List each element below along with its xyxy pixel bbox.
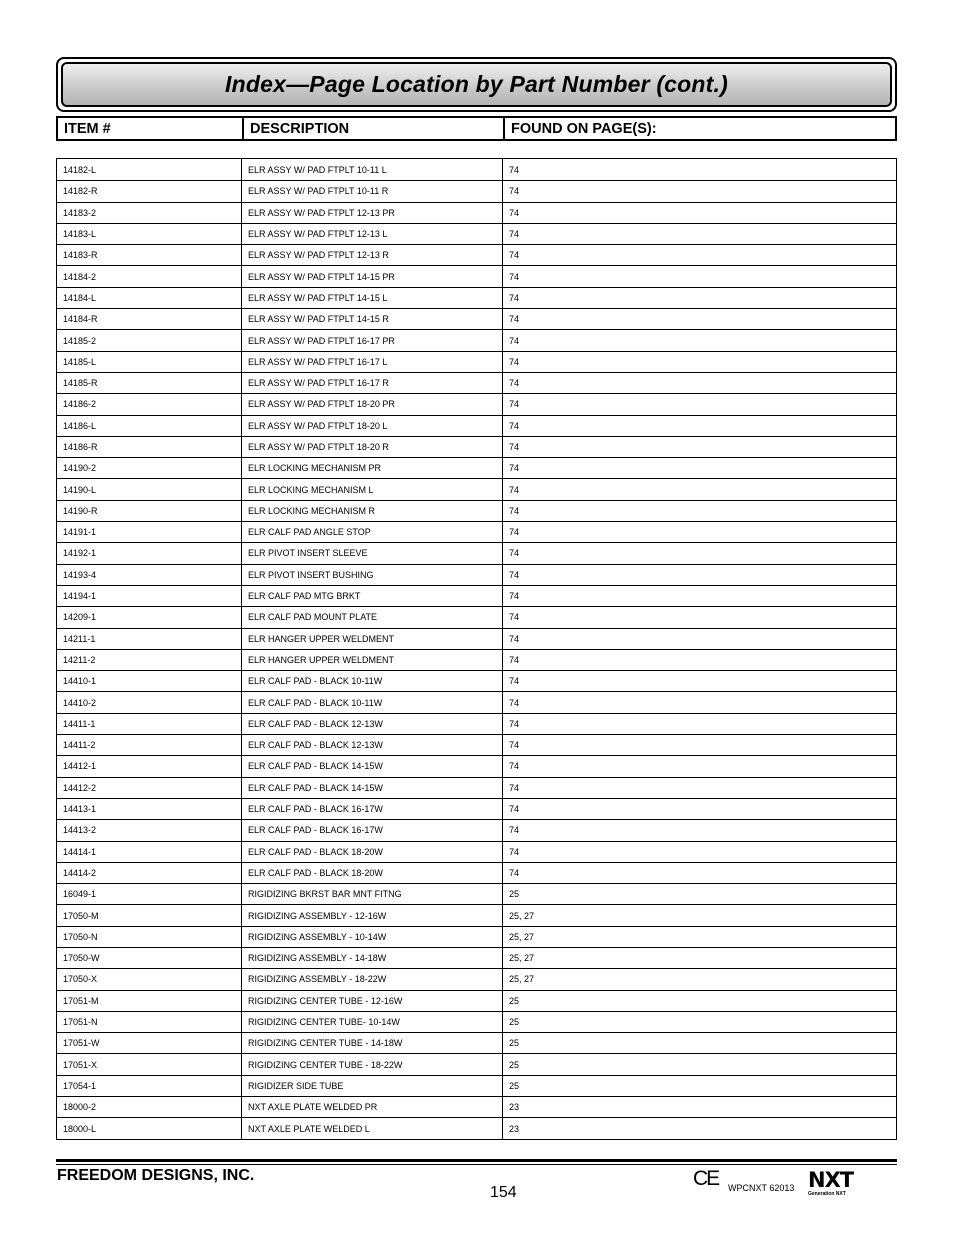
table-row [57,393,896,414]
row-description: ELR CALF PAD - BLACK 18-20W [241,863,502,883]
row-description: ELR CALF PAD - BLACK 12-13W [241,714,502,734]
row-found-on-pages: 74 [502,586,896,606]
table-row [57,500,896,521]
row-found-on-pages: 74 [502,543,896,563]
row-found-on-pages: 74 [502,309,896,329]
row-item-number: 17050-X [63,974,98,985]
row-description: ELR ASSY W/ PAD FTPLT 14-15 R [241,309,502,329]
row-found-on-pages: 74 [502,181,896,201]
row-found-on-pages: 74 [502,820,896,840]
row-found-on-pages: 74 [502,288,896,308]
row-found-on-pages: 74 [502,224,896,244]
row-item-number: 14211-2 [63,654,96,665]
row-item-number: 17050-N [63,931,98,942]
row-item-number: 18000-2 [63,1102,97,1113]
row-found-on-pages: 74 [502,671,896,691]
row-item-number: 14413-2 [63,825,97,836]
row-description: NXT AXLE PLATE WELDED L [241,1118,502,1138]
row-description: ELR CALF PAD - BLACK 10-11W [241,692,502,712]
row-found-on-pages: 25, 27 [502,969,896,989]
row-item-number: 14185-L [63,356,97,367]
table-row [57,841,896,862]
row-description: ELR ASSY W/ PAD FTPLT 18-20 L [241,416,502,436]
row-found-on-pages: 74 [502,842,896,862]
row-description: ELR CALF PAD MOUNT PLATE [241,607,502,627]
table-row [57,606,896,627]
table-row [57,265,896,286]
row-found-on-pages: 25 [502,884,896,904]
row-item-number: 14194-1 [63,591,97,602]
row-found-on-pages: 74 [502,245,896,265]
row-item-number: 14183-R [63,250,98,261]
row-description: RIGIDIZER SIDE TUBE [241,1076,502,1096]
row-item-number: 14411-2 [63,740,96,751]
table-row [57,777,896,798]
row-found-on-pages: 23 [502,1118,896,1138]
row-item-number: 14190-R [63,505,98,516]
row-description: ELR ASSY W/ PAD FTPLT 18-20 PR [241,394,502,414]
page-number: 154 [490,1184,517,1201]
row-description: ELR HANGER UPPER WELDMENT [241,629,502,649]
table-row [57,947,896,968]
row-found-on-pages: 74 [502,522,896,542]
row-item-number: 14190-L [63,484,97,495]
row-description: ELR CALF PAD - BLACK 12-13W [241,735,502,755]
row-item-number: 14186-L [63,420,97,431]
row-found-on-pages: 74 [502,394,896,414]
table-row [57,713,896,734]
header-description: DESCRIPTION [242,118,503,139]
table-row [57,244,896,265]
row-item-number: 17051-M [63,995,99,1006]
header-item-number: ITEM # [64,120,111,137]
ce-mark-icon: CE [693,1167,719,1190]
row-found-on-pages: 74 [502,735,896,755]
table-row [57,670,896,691]
row-description: RIGIDIZING ASSEMBLY - 10-14W [241,927,502,947]
row-description: ELR ASSY W/ PAD FTPLT 12-13 R [241,245,502,265]
row-found-on-pages: 74 [502,266,896,286]
row-item-number: 14185-R [63,378,98,389]
row-description: ELR PIVOT INSERT BUSHING [241,565,502,585]
row-description: ELR HANGER UPPER WELDMENT [241,650,502,670]
row-item-number: 17054-1 [63,1080,97,1091]
row-found-on-pages: 74 [502,437,896,457]
row-found-on-pages: 74 [502,629,896,649]
row-found-on-pages: 25 [502,1054,896,1074]
table-row [57,691,896,712]
table-row [57,287,896,308]
row-description: ELR PIVOT INSERT SLEEVE [241,543,502,563]
row-description: RIGIDIZING ASSEMBLY - 12-16W [241,905,502,925]
table-row [57,1075,896,1096]
row-item-number: 14182-L [63,164,97,175]
table-row [57,1117,896,1138]
row-found-on-pages: 74 [502,352,896,372]
row-description: ELR CALF PAD - BLACK 16-17W [241,799,502,819]
row-description: ELR CALF PAD ANGLE STOP [241,522,502,542]
row-item-number: 16049-1 [63,889,97,900]
table-row [57,883,896,904]
table-row [57,521,896,542]
table-row [57,819,896,840]
row-found-on-pages: 74 [502,159,896,180]
table-row [57,926,896,947]
row-item-number: 14209-1 [63,612,97,623]
row-found-on-pages: 74 [502,203,896,223]
row-description: NXT AXLE PLATE WELDED PR [241,1097,502,1117]
table-row [57,436,896,457]
header-found-on-pages: FOUND ON PAGE(S): [503,118,895,139]
row-found-on-pages: 74 [502,863,896,883]
row-found-on-pages: 74 [502,799,896,819]
row-found-on-pages: 74 [502,692,896,712]
row-found-on-pages: 74 [502,714,896,734]
row-found-on-pages: 25 [502,1033,896,1053]
table-row [57,1096,896,1117]
row-description: RIGIDIZING CENTER TUBE- 10-14W [241,1012,502,1032]
row-description: ELR CALF PAD MTG BRKT [241,586,502,606]
row-item-number: 14184-R [63,314,98,325]
row-found-on-pages: 74 [502,373,896,393]
row-description: RIGIDIZING CENTER TUBE - 14-18W [241,1033,502,1053]
parts-table [56,158,897,1140]
row-description: ELR ASSY W/ PAD FTPLT 10-11 L [241,159,502,180]
row-description: ELR LOCKING MECHANISM L [241,479,502,499]
title-banner-inner [61,62,892,107]
company-name: FREEDOM DESIGNS, INC. [57,1167,255,1184]
row-description: ELR ASSY W/ PAD FTPLT 16-17 PR [241,330,502,350]
row-item-number: 14186-R [63,442,98,452]
row-found-on-pages: 23 [502,1097,896,1117]
row-item-number: 14191-1 [63,527,97,538]
table-row [57,585,896,606]
row-description: ELR CALF PAD - BLACK 14-15W [241,778,502,798]
table-row [57,734,896,755]
row-description: ELR CALF PAD - BLACK 14-15W [241,756,502,776]
page-title: Index—Page Location by Part Number (cont.) [225,71,728,97]
row-item-number: 14186-2 [63,399,97,410]
row-description: ELR CALF PAD - BLACK 16-17W [241,820,502,840]
table-row [57,372,896,393]
row-item-number: 14190-2 [63,463,97,474]
table-row [57,180,896,201]
row-item-number: 14183-2 [63,207,97,218]
row-item-number: 14193-4 [63,569,97,580]
row-found-on-pages: 74 [502,756,896,776]
nxt-logo-subtext: Generation NXT [808,1191,846,1197]
row-item-number: 14414-2 [63,867,97,878]
table-row [57,159,896,180]
table-row [57,308,896,329]
row-found-on-pages: 74 [502,607,896,627]
row-item-number: 14412-1 [63,761,97,772]
row-item-number: 14184-2 [63,271,97,282]
row-item-number: 18000-L [63,1123,97,1134]
row-found-on-pages: 74 [502,565,896,585]
row-found-on-pages: 25, 27 [502,905,896,925]
table-row [57,202,896,223]
row-description: RIGIDIZING ASSEMBLY - 14-18W [241,948,502,968]
row-item-number: 17051-N [63,1017,98,1028]
row-item-number: 14411-1 [63,718,96,729]
row-description: ELR CALF PAD - BLACK 10-11W [241,671,502,691]
row-item-number: 14410-1 [63,676,97,687]
table-row [57,542,896,563]
row-item-number: 14211-1 [63,633,96,644]
row-description: ELR LOCKING MECHANISM PR [241,458,502,478]
row-found-on-pages: 25, 27 [502,927,896,947]
row-item-number: 14412-2 [63,782,97,793]
row-description: ELR ASSY W/ PAD FTPLT 14-15 L [241,288,502,308]
row-item-number: 14182-R [63,186,98,197]
table-row [57,1053,896,1074]
nxt-logo-text: NXT [808,1168,854,1192]
table-row [57,628,896,649]
table-header [56,116,897,141]
nxt-logo [808,1169,856,1201]
row-found-on-pages: 74 [502,479,896,499]
table-row [57,329,896,350]
row-item-number: 14413-1 [63,804,97,815]
row-found-on-pages: 74 [502,458,896,478]
row-found-on-pages: 74 [502,650,896,670]
row-found-on-pages: 25 [502,1012,896,1032]
row-item-number: 17051-W [63,1038,100,1049]
row-item-number: 14183-L [63,229,97,240]
row-description: ELR ASSY W/ PAD FTPLT 18-20 R [241,437,502,457]
title-banner [56,57,897,112]
row-description: ELR ASSY W/ PAD FTPLT 14-15 PR [241,266,502,286]
row-found-on-pages: 25, 27 [502,948,896,968]
row-description: ELR ASSY W/ PAD FTPLT 16-17 R [241,373,502,393]
row-item-number: 17050-M [63,910,99,921]
row-description: ELR ASSY W/ PAD FTPLT 10-11 R [241,181,502,201]
row-found-on-pages: 74 [502,501,896,521]
table-row [57,904,896,925]
table-row [57,1032,896,1053]
table-row [57,862,896,883]
row-item-number: 17051-X [63,1059,98,1070]
table-row [57,457,896,478]
row-description: RIGIDIZING CENTER TUBE - 18-22W [241,1054,502,1074]
table-row [57,755,896,776]
table-row [57,564,896,585]
table-row [57,478,896,499]
row-found-on-pages: 74 [502,330,896,350]
row-item-number: 14185-2 [63,335,97,346]
table-row [57,415,896,436]
document-code: WPCNXT 62013 [728,1183,795,1193]
row-found-on-pages: 25 [502,1076,896,1096]
table-row [57,798,896,819]
row-found-on-pages: 74 [502,416,896,436]
table-row [57,649,896,670]
row-found-on-pages: 25 [502,991,896,1011]
row-item-number: 14410-2 [63,697,97,708]
row-item-number: 17050-W [63,953,100,964]
row-description: ELR ASSY W/ PAD FTPLT 12-13 L [241,224,502,244]
row-description: ELR LOCKING MECHANISM R [241,501,502,521]
row-description: ELR CALF PAD - BLACK 18-20W [241,842,502,862]
table-row [57,351,896,372]
row-description: RIGIDIZING CENTER TUBE - 12-16W [241,991,502,1011]
table-row [57,1011,896,1032]
table-row [57,223,896,244]
row-description: RIGIDIZING BKRST BAR MNT FITNG [241,884,502,904]
row-found-on-pages: 74 [502,778,896,798]
row-item-number: 14192-1 [63,548,97,559]
row-item-number: 14184-L [63,292,97,303]
footer-rule-thick [56,1159,897,1162]
table-row [57,990,896,1011]
row-item-number: 14414-1 [63,846,97,857]
row-description: RIGIDIZING ASSEMBLY - 18-22W [241,969,502,989]
footer-rule-thin [56,1164,897,1165]
row-description: ELR ASSY W/ PAD FTPLT 16-17 L [241,352,502,372]
row-description: ELR ASSY W/ PAD FTPLT 12-13 PR [241,203,502,223]
table-row [57,968,896,989]
